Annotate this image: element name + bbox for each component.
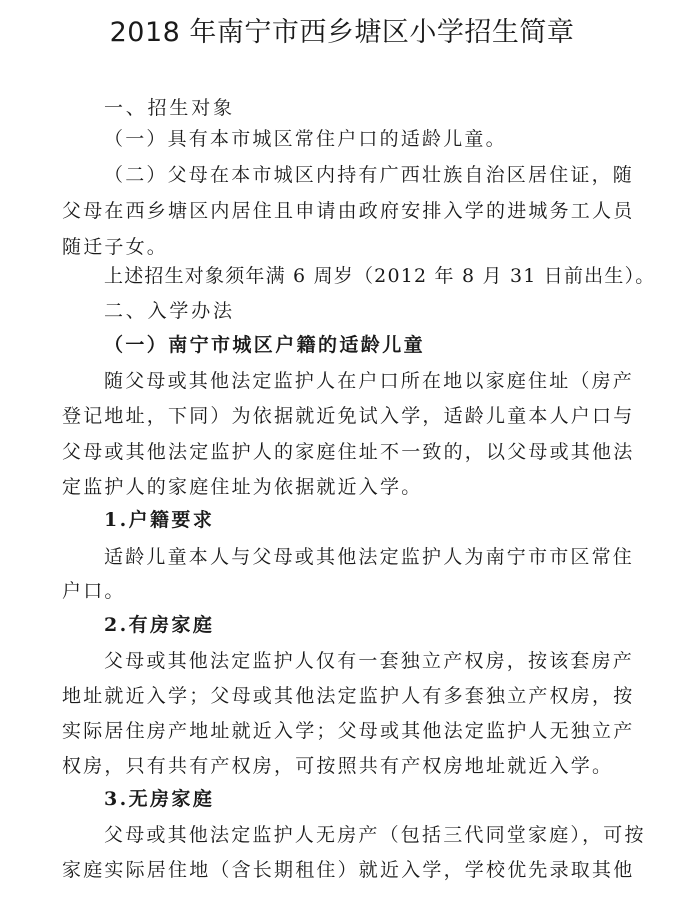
item-1-para-line-2: 户口。	[62, 580, 126, 602]
item-1-heading: 1.户籍要求	[104, 509, 215, 531]
section-2-para-line-3: 父母或其他法定监护人的家庭住址不一致的，以父母或其他法	[62, 441, 635, 463]
item-2-heading: 2.有房家庭	[104, 614, 215, 636]
section-2-subheading-1: （一）南宁市城区户籍的适龄儿童	[104, 334, 426, 356]
section-2-heading: 二、入学办法	[104, 300, 235, 322]
item-3-para-line-1: 父母或其他法定监护人无房产（包括三代同堂家庭），可按	[104, 824, 646, 846]
section-2-para-line-4: 定监护人的家庭住址为依据就近入学。	[62, 476, 423, 498]
section-1-item-2-line-1: （二）父母在本市城区内持有广西壮族自治区居住证，随	[104, 164, 635, 186]
age-requirement-note: 上述招生对象须年满 6 周岁（2012 年 8 月 31 日前出生）。	[104, 265, 656, 287]
section-1-item-2-line-3: 随迁子女。	[62, 236, 169, 258]
section-2-para-line-2: 登记地址，下同）为依据就近免试入学，适龄儿童本人户口与	[62, 405, 635, 427]
item-2-para-line-1: 父母或其他法定监护人仅有一套独立产权房，按该套房产	[104, 650, 635, 672]
item-3-para-line-2: 家庭实际居住地（含长期租住）就近入学，学校优先录取其他	[62, 859, 635, 881]
item-2-para-line-4: 权房，只有共有产权房，可按照共有产权房地址就近入学。	[62, 755, 614, 777]
item-2-para-line-2: 地址就近入学；父母或其他法定监护人有多套独立产权房，按	[62, 685, 635, 707]
document-title: 2018 年南宁市西乡塘区小学招生简章	[109, 17, 575, 48]
section-1-item-1: （一）具有本市城区常住户口的适龄儿童。	[104, 128, 507, 150]
item-2-para-line-3: 实际居住房产地址就近入学；父母或其他法定监护人无独立产	[62, 720, 635, 742]
section-2-para-line-1: 随父母或其他法定监护人在户口所在地以家庭住址（房产	[104, 370, 635, 392]
item-1-para-line-1: 适龄儿童本人与父母或其他法定监护人为南宁市市区常住	[104, 546, 635, 568]
section-1-heading: 一、招生对象	[104, 97, 235, 119]
section-1-item-2-line-2: 父母在西乡塘区内居住且申请由政府安排入学的进城务工人员	[62, 200, 635, 222]
item-3-heading: 3.无房家庭	[104, 788, 215, 810]
